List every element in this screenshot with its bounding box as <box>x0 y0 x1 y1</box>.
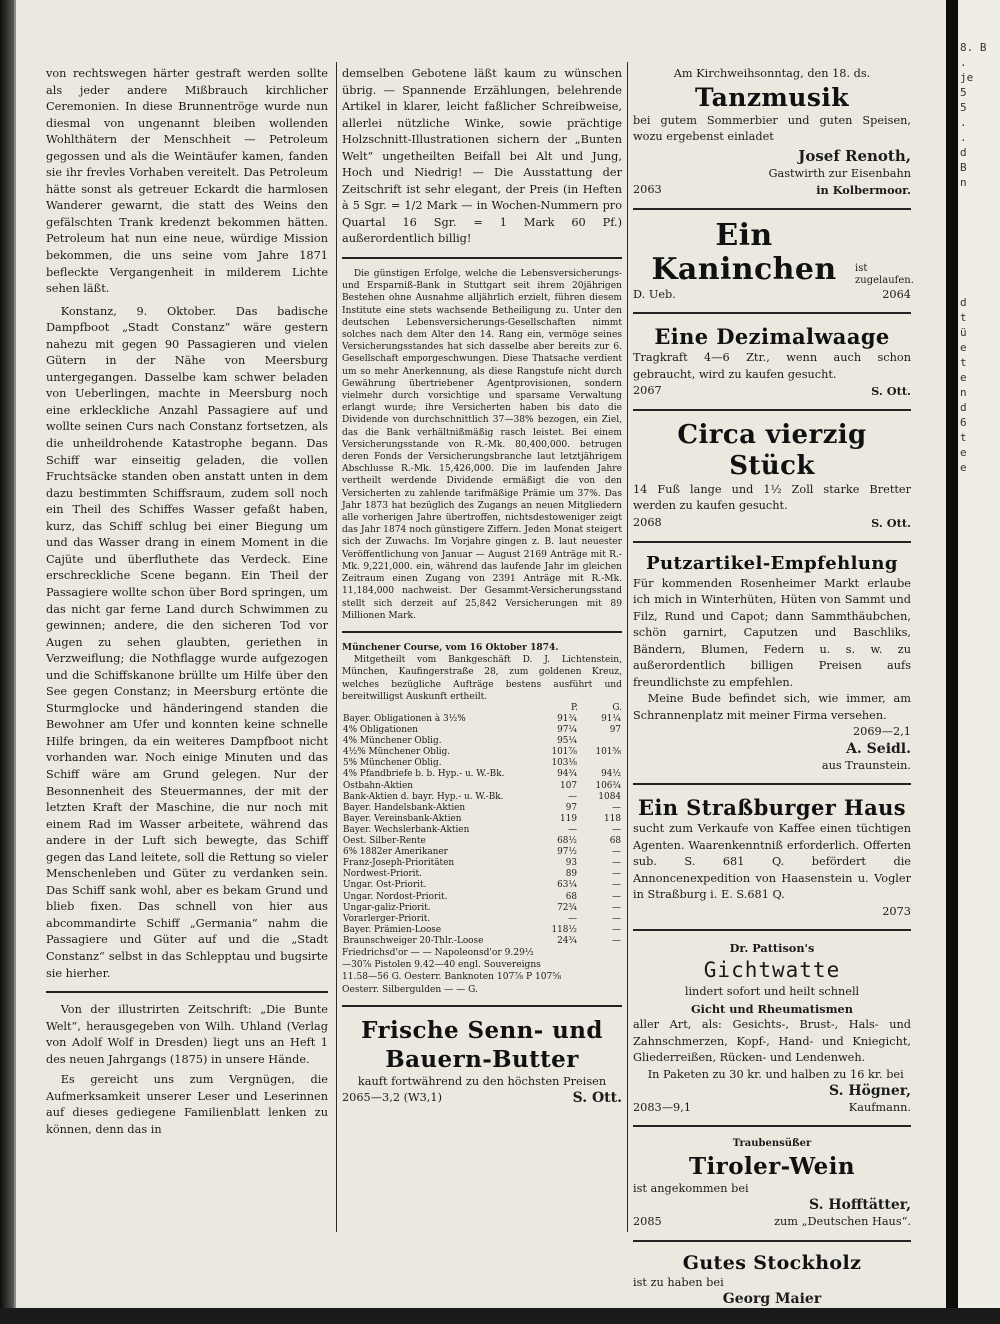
kurse-row <box>342 747 622 758</box>
ad-gichtwatte-name: S. Högner, <box>828 1083 911 1100</box>
kurse-cell-g: 97 <box>609 725 621 736</box>
ad-gichtwatte <box>633 940 911 1116</box>
ad-dezimalwaage-text: Tragkraft 4—6 Ztr., wenn auch schon gebraucht, wird zu kaufen gesucht. <box>633 351 911 381</box>
kurse-cell-p: 103⅛ <box>551 758 577 769</box>
ad-putzartikel-name: A. Seidl. <box>846 741 911 758</box>
kurse-cell-p: — <box>568 913 577 924</box>
ad-putzartikel-place: aus Traunstein. <box>821 758 911 772</box>
kurse-row <box>342 781 622 792</box>
kurse-cell-p: 68½ <box>557 836 577 847</box>
column-rule-2 <box>627 62 628 1232</box>
ad-putzartikel-text2: Meine Bude befindet sich, wie immer, am Schrannenplatz mit meiner Firma versehen. <box>633 692 911 722</box>
kurse-heading: Münchener Course, vom 16 Oktober 1874. <box>342 641 559 653</box>
ad-tanzmusik-name: Josef Renoth, <box>798 146 911 165</box>
divider <box>633 409 911 411</box>
kurse-cell-g: 118 <box>604 813 621 824</box>
ad-putzartikel-text: Für kommenden Rosenheimer Markt erlaube ich mich in Winterhüten, Hüten von Sammt und Filz, Rund und Capot; dann Sammthäubchen, schön garnirt, Caputzen und Baschliks, Bändern, Blumen, Federn u. s. w. zu außerordentlich billigen Preisen aufs freundlichste zu empfehlen. <box>633 576 911 689</box>
kurse-cell-p: 118½ <box>551 924 577 935</box>
kurse-foot: —30⅞ Pistolen 9.42—40 engl. Souvereigns <box>342 960 541 971</box>
divider <box>46 991 328 993</box>
adjacent-page-edge <box>946 0 1000 1308</box>
ad-kaninchen-from: D. Ueb. <box>633 287 676 301</box>
ad-tanzmusik <box>633 66 911 199</box>
kurse-cell-name: 6% 1882er Amerikaner <box>343 847 448 858</box>
kurse-cell-name: Bank-Aktien d. bayr. Hyp.- u. W.-Bk. <box>343 791 504 802</box>
kurse-row <box>342 814 622 825</box>
kurse-cell-p: 119 <box>560 813 577 824</box>
kurse-cell-g: 1084 <box>598 791 621 802</box>
kurse-cell-p: 24¾ <box>557 935 577 946</box>
ad-stockholz <box>633 1251 911 1324</box>
ad-kirchweih-line: Am Kirchweihsonntag, den 18. ds. <box>673 67 871 80</box>
kurse-cell-p: 107 <box>560 780 577 791</box>
kurse-row <box>342 925 622 936</box>
book-spine <box>0 0 14 1308</box>
kurse-row <box>342 914 622 925</box>
kurse-cell-g: — <box>612 891 621 902</box>
ad-gichtwatte-text3: aller Art, als: Gesichts-, Brust-, Hals- und Zahnschmerzen, Kopf-, Hand- und Kniegicht, Gliederreißen, Rücken- und Lendenweh. <box>633 1018 911 1065</box>
kurse-cell-g: — <box>612 902 621 913</box>
kurse-subheading: Mitgetheilt vom Bankgeschäft D. J. Lichtenstein, München, Kaufingerstraße 28, zum goldenen Kreuz, welches bezügliche Aufträge bestens ausführt und bereitwilligst Auskunft ertheilt. <box>342 655 622 702</box>
kurse-row <box>342 825 622 836</box>
kurse-col-g: G. <box>612 702 622 713</box>
kurse-cell-g <box>578 736 622 747</box>
article-konstanz: Konstanz, 9. Oktober. Das badische Dampfboot „Stadt Constanz“ wäre gestern nahezu mit gegen 90 Passagieren und vielen Gütern in der Nähe von Meersburg untergegangen. Dasselbe kam schwer beladen von Ueberlingen, machte in Meersburg noch eine erkleckliche Anzahl Passagiere auf und wollte seinen Curs nach Constanz fortsetzen, als die unheildrohende Katastrophe begann. Das Schiff war einseitig geladen, die vollen Fruchtsäcke standen oben anstatt unten in dem dazu bestimmten Schiffsraum, zudem soll noch ein Theil des Schiffes Wasser gefaßt haben, kurz, das Schiff schlug bei einer Biegung um und das Wasser drang in einem Moment in die Cajüte und überfluthete das Verdeck. Eine erschreckliche Scene begann. Ein Theil der Passagiere wollte schon über Bord springen, um das nicht gar ferne Land durch Schwimmen zu gewinnen; andere, die den sicheren Tod vor Augen zu sehen glaubten, geriethen in Verzweiflung; die Nothflagge wurde aufgezogen und die Schiffskanone brüllte um Hilfe über den See gegen Constanz; in Meersburg ertönte die Sturmglocke und händeringend standen die Bewohner am Ufer und konnten keine schnelle Hilfe bringen, da ein weiteres Dampfboot nicht vorhanden war. Noch einige Minuten und das Schiff wäre am Grund gelegen. Nur der Besonnenheit des Steuermannes, der mit der letzten Kraft der Maschine, die nur noch mit einem Rad im Wasser arbeitete, während das andere in der Luft sich bewegte, das Schiff gegen das Land leitete, soll die Rettung so vieler Menschenleben und Güter zu verdanken sein. Das Schiff sank wohl, aber es bekam Grund und blieb fixen. Das schnell von hier aus abcommandirte Schiff „Germania“ nahm die Passagiere und Güter auf und die „Stadt Constanz“ selbst in das Schlepptau und bugsirte sie hierher. <box>46 304 328 980</box>
kurse-cell-g: — <box>612 880 621 891</box>
divider <box>633 1125 911 1127</box>
kurse-cell-name: Franz-Joseph-Prioritäten <box>343 858 455 869</box>
kurse-row <box>342 769 622 780</box>
kurse-foot: Friedrichsd'or — — Napoleonsd'or 9.29½ <box>342 947 534 958</box>
ad-butter-name: S. Ott. <box>572 1090 622 1107</box>
ad-gichtwatte-number: 2083—9,1 <box>633 1100 692 1114</box>
kurse-row <box>342 869 622 880</box>
kurse-foot: 11.58—56 G. Oesterr. Banknoten 107⅞ P 107⅝ <box>342 972 562 983</box>
divider <box>633 312 911 314</box>
kurse-cell-p: — <box>568 824 577 835</box>
kurse-cell-p: 89 <box>565 869 577 880</box>
ad-tiroler-pre: Traubensüßer <box>732 1138 812 1150</box>
ad-kaninchen-number: 2064 <box>882 287 911 301</box>
ad-tanzmusik-title: Tanzmusik <box>695 82 849 112</box>
ad-tanzmusik-place: in Kolbermoor. <box>816 183 911 198</box>
kurse-cell-name: Ostbahn-Aktien <box>343 780 413 791</box>
ad-dezimalwaage-name: S. Ott. <box>871 384 911 399</box>
kurse-row <box>342 880 622 891</box>
article-lebensversicherung: Die günstigen Erfolge, welche die Lebensversicherungs- und Ersparniß-Bank in Stuttgart seit ihrem 20jährigen Bestehen ohne Ausnahme alljährlich erzielt, führen diesem Institute eine stets wachsende Betheiligung zu. Unter den deutschen Lebensversicherungs-Gesellschaften nimmt solches nach dem Alter den 14. Rang ein, vermöge seines Versicherungsstandes hat sich dasselbe aber bereits zur 6. Gesellschaft emporgeschwungen. Diese Thatsache verdient um so mehr Anerkennung, als diese Rangstufe nicht durch Gewährung übertriebener Agentprovisionen, sondern vielmehr durch vorsichtige und sparsame Verwaltung erlangt wurde; ihre Versicherten haben bis dato die Dividende von durchschnittlich 37—38% bezogen, ein Ziel, das die Bank verhältnißmäßig rasch leistet. Bei einem Versicherungsstande von R.-Mk. 80,400,000. betrugen deren Fonds der Versicherungsbranche laut letztjährigem Abschlusse R.-Mk. 15,426,000. Die im laufenden Jahre vertheilt werdende Dividende ermäßigt die von den Versicherten zu zahlende tarifmäßige Prämie um 37%. Das Jahr 1873 hat bezüglich des Zugangs an neuen Mitgliedern alle vorherigen Jahre übertroffen, nichtsdestoweniger zeigt das Jahr 1874 noch günstigere Ziffern. Jeden Monat steigert sich der Zuwachs. Im Vorjahre gingen z. B. laut neuester Veröffentlichung von Januar — August 2169 Anträge mit R.-Mk. 9,221,000. ein, während das laufende Jahr im gleichen Zeitraum einen Zugang von 2391 Anträge mit R.-Mk. 11,184,000 nachweist. Der Gesammt-Versicherungsstand stellt sich derzeit auf 25,842 Versicherungen mit 89 Millionen Mark. <box>342 269 622 621</box>
ad-tanzmusik-number: 2063 <box>633 183 662 197</box>
kurse-cell-g <box>578 758 622 769</box>
ad-stockholz-name: Georg Maier <box>722 1291 822 1308</box>
ad-kaninchen-note: ist zugelaufen. <box>855 262 914 286</box>
kurse-cell-g: 91¼ <box>601 714 621 725</box>
column-rule-1 <box>336 62 337 1232</box>
ad-dezimalwaage-number: 2067 <box>633 384 662 398</box>
ad-putzartikel-number: 2069—2,1 <box>852 725 911 739</box>
ad-bretter-title: Circa vierzig Stück <box>677 419 867 481</box>
kurse-cell-name: Ungar. Ost-Priorit. <box>343 880 427 891</box>
ad-bretter <box>633 420 911 532</box>
divider <box>633 929 911 931</box>
kurse-row <box>342 714 622 725</box>
kurse-cell-g: — <box>612 924 621 935</box>
ad-tanzmusik-text: bei gutem Sommerbier und guten Speisen, wozu ergebenst einladet <box>633 113 911 144</box>
kurse-cell-p: 93 <box>565 858 577 869</box>
kurse-cell-name: Bayer. Obligationen à 3½% <box>343 714 466 725</box>
kurse-row <box>342 847 622 858</box>
kurse-cell-name: 5% Münchener Oblig. <box>343 758 442 769</box>
kurse-cell-g: 101⅝ <box>595 747 621 758</box>
ad-gichtwatte-job: Kaufmann. <box>848 1100 911 1114</box>
ad-tiroler-name: S. Hofftätter, <box>808 1197 911 1214</box>
kurse-cell-g: — <box>612 913 621 924</box>
kurse-cell-name: Nordwest-Priorit. <box>343 869 422 880</box>
page-gutter <box>946 0 958 1308</box>
kurse-cell-p: — <box>568 791 577 802</box>
ad-dezimalwaage <box>633 323 911 400</box>
ad-butter <box>342 1016 622 1107</box>
kurse-col-p: P. <box>571 702 578 713</box>
kurse-row <box>342 858 622 869</box>
ad-strassburg-number: 2073 <box>882 904 911 918</box>
kurse-cell-g: — <box>612 847 621 858</box>
adjacent-page-text: 8. B . je 5 5 . . d B n d t ü e t e n d 6 t e e <box>960 41 987 474</box>
column-2 <box>342 66 622 1107</box>
kurse-cell-name: Ungar-galiz-Priorit. <box>343 902 431 913</box>
article-bunte-welt-cont: Es gereicht uns zum Vergnügen, die Aufmerksamkeit unserer Leser und Leserinnen auf dieses gediegene Familienblatt lenken zu können, denn das in <box>46 1073 328 1136</box>
kurse-cell-name: Bayer. Handelsbank-Aktien <box>343 802 466 813</box>
ad-putzartikel-title: Putzartikel-Empfehlung <box>646 552 898 574</box>
kurse-cell-name: 4% Münchener Oblig. <box>343 736 442 747</box>
divider <box>342 631 622 633</box>
ad-strassburg-text: sucht zum Verkaufe von Kaffee einen tüchtigen Agenten. Waarenkenntniß erforderlich. Offerten sub. S. 681 Q. befördert die Annoncenexpedition von Haasenstein u. Vogler in Straßburg i. E. S.681 Q. <box>633 822 911 902</box>
kurse-cell-p: 94¾ <box>557 769 577 780</box>
kurse-row <box>342 803 622 814</box>
ad-tiroler-wein <box>633 1136 911 1230</box>
kurse-cell-name: Bayer. Prämien-Loose <box>343 924 442 935</box>
ad-stockholz-title: Gutes Stockholz <box>682 1251 862 1274</box>
kurse-cell-g: — <box>612 935 621 946</box>
kurse-cell-p: 97 <box>565 802 577 813</box>
ad-bretter-name: S. Ott. <box>871 516 911 531</box>
kurse-row <box>342 725 622 736</box>
kurse-row <box>342 792 622 803</box>
kurse-cell-g: — <box>612 869 621 880</box>
ad-stockholz-number: 2087 <box>633 1308 662 1322</box>
ad-tiroler-text: ist angekommen bei <box>633 1181 749 1195</box>
ad-tiroler-title: Tiroler-Wein <box>689 1152 855 1180</box>
kurse-cell-p: 97¼ <box>557 725 577 736</box>
ad-strassburg-title: Ein Straßburger Haus <box>637 795 907 821</box>
ad-gichtwatte-title: Gichtwatte <box>703 957 841 982</box>
ad-stockholz-place: in Irlach bei Halfing. <box>792 1308 911 1322</box>
kurse-cell-name: Vorarlerger-Priorit. <box>343 913 431 924</box>
ad-bretter-text: 14 Fuß lange und 1½ Zoll starke Bretter werden zu kaufen gesucht. <box>633 482 911 513</box>
divider <box>342 1005 622 1007</box>
ad-stockholz-text: ist zu haben bei <box>633 1275 724 1289</box>
kurse-cell-p: 97½ <box>557 847 577 858</box>
kurse-section <box>342 642 622 996</box>
kurse-cell-p: 68 <box>565 891 577 902</box>
kurse-cell-name: Ungar. Nordost-Priorit. <box>343 891 448 902</box>
kurse-cell-p: 91¾ <box>557 714 577 725</box>
ad-tanzmusik-sub: Gastwirth zur Eisenbahn <box>768 166 911 180</box>
ad-kaninchen-title: Ein Kaninchen <box>651 217 837 287</box>
kurse-cell-name: 4% Obligationen <box>343 725 418 736</box>
article-bunte-welt: Von der illustrirten Zeitschrift: „Die Bunte Welt“, herausgegeben von Wilh. Uhland (Verlag von Adolf Wolf in Dresden) liegt uns an Heft 1 des neuen Jahrgangs (1875) in unsere Hände. <box>46 1003 328 1066</box>
kurse-row <box>342 903 622 914</box>
article-bunte-welt-end: demselben Gebotene läßt kaum zu wünschen übrig. — Spannende Erzählungen, belehrende Artikel in klarer, leicht faßlicher Schreibweise, allerlei nützliche Winke, sowie prächtige Holzschnitt-Illustrationen sichern der „Bunten Welt“ ungetheilten Beifall bei Alt und Jung, Hoch und Niedrig! — Die Ausstattung der Zeitschrift ist sehr elegant, der Preis (in Heften à 5 Sgr. = 1/2 Mark — in Wochen-Nummern pro Quartal 16 Sgr. = 1 Mark 60 Pf.) außerordentlich billig! <box>342 67 622 246</box>
kurse-foot: Oesterr. Silbergulden — — G. <box>342 984 478 995</box>
kurse-cell-name: Bayer. Wechslerbank-Aktien <box>343 824 470 835</box>
divider <box>633 783 911 785</box>
ad-gichtwatte-text2: Gicht und Rheumatismen <box>691 1001 853 1016</box>
ad-strassburg <box>633 794 911 920</box>
kurse-cell-p: 101⅞ <box>551 747 577 758</box>
kurse-cell-p: 95¼ <box>557 736 577 747</box>
kurse-cell-name: 4% Pfandbriefe b. b. Hyp.- u. W.-Bk. <box>343 769 505 780</box>
ad-dezimalwaage-title: Eine Dezimalwaage <box>654 324 890 350</box>
kurse-cell-g: 94½ <box>601 769 621 780</box>
kurse-cell-name: Braunschweiger 20-Thlr.-Loose <box>343 935 484 946</box>
kurse-row <box>342 758 622 769</box>
divider <box>633 541 911 543</box>
kurse-cell-g: — <box>612 858 621 869</box>
ad-gichtwatte-text4: In Paketen zu 30 kr. und halben zu 16 kr. bei <box>647 1067 904 1081</box>
ad-butter-text: kauft fortwährend zu den höchsten Preisen <box>357 1074 607 1088</box>
kurse-cell-name: 4½% Münchener Oblig. <box>343 747 451 758</box>
divider <box>342 257 622 259</box>
column-3 <box>633 66 914 1324</box>
kurse-row <box>342 892 622 903</box>
ad-bretter-number: 2068 <box>633 516 662 530</box>
kurse-row <box>342 736 622 747</box>
divider <box>633 208 911 210</box>
kurse-cell-name: Oest. Silber-Rente <box>343 836 426 847</box>
kurse-row <box>342 836 622 847</box>
kurse-cell-g: 106¾ <box>595 780 621 791</box>
kurse-cell-g: 68 <box>609 836 621 847</box>
divider <box>633 1240 911 1242</box>
ad-butter-number: 2065—3,2 (W3,1) <box>342 1091 442 1105</box>
ad-kaninchen <box>633 217 914 304</box>
kurse-cell-p: 63¼ <box>557 880 577 891</box>
ad-tiroler-number: 2085 <box>633 1214 662 1228</box>
ad-tiroler-place: zum „Deutschen Haus“. <box>774 1214 911 1228</box>
kurse-row <box>342 936 622 947</box>
column-1 <box>46 66 328 1138</box>
kurse-table <box>342 703 622 947</box>
ad-gichtwatte-text1: lindert sofort und heilt schnell <box>684 984 860 998</box>
kurse-cell-g: — <box>612 802 621 813</box>
ad-gichtwatte-brand: Dr. Pattison's <box>729 941 815 956</box>
kurse-cell-p: 72¾ <box>557 902 577 913</box>
kurse-cell-g: — <box>612 824 621 835</box>
ad-butter-title: Frische Senn- und Bauern-Butter <box>361 1016 603 1073</box>
kurse-cell-name: Bayer. Vereinsbank-Aktien <box>343 813 462 824</box>
ad-putzartikel <box>633 552 911 775</box>
article-petroleum-end: von rechtswegen härter gestraft werden sollte als jeder andere Mißbrauch kirchlicher Ceremonien. In diese Brunnentröge wurde nun diesmal von ungenannt bleiben wollenden Wohlthätern der Menschheit — Petroleum gegossen und als die Weintäufer kamen, fanden sie ihr frevles Vorhaben vereitelt. Das Petroleum hätte sonst als getreuer Eckardt die harmlosen Wanderer gewarnt, die statt des Weins den gefälschten Trank kredenzt bekommen hätten. Petroleum hat nun eine neue, würdige Mission bekommen, die uns seine vom Jahre 1871 befleckte Vergangenheit in milderem Lichte sehen läßt. <box>46 67 328 296</box>
